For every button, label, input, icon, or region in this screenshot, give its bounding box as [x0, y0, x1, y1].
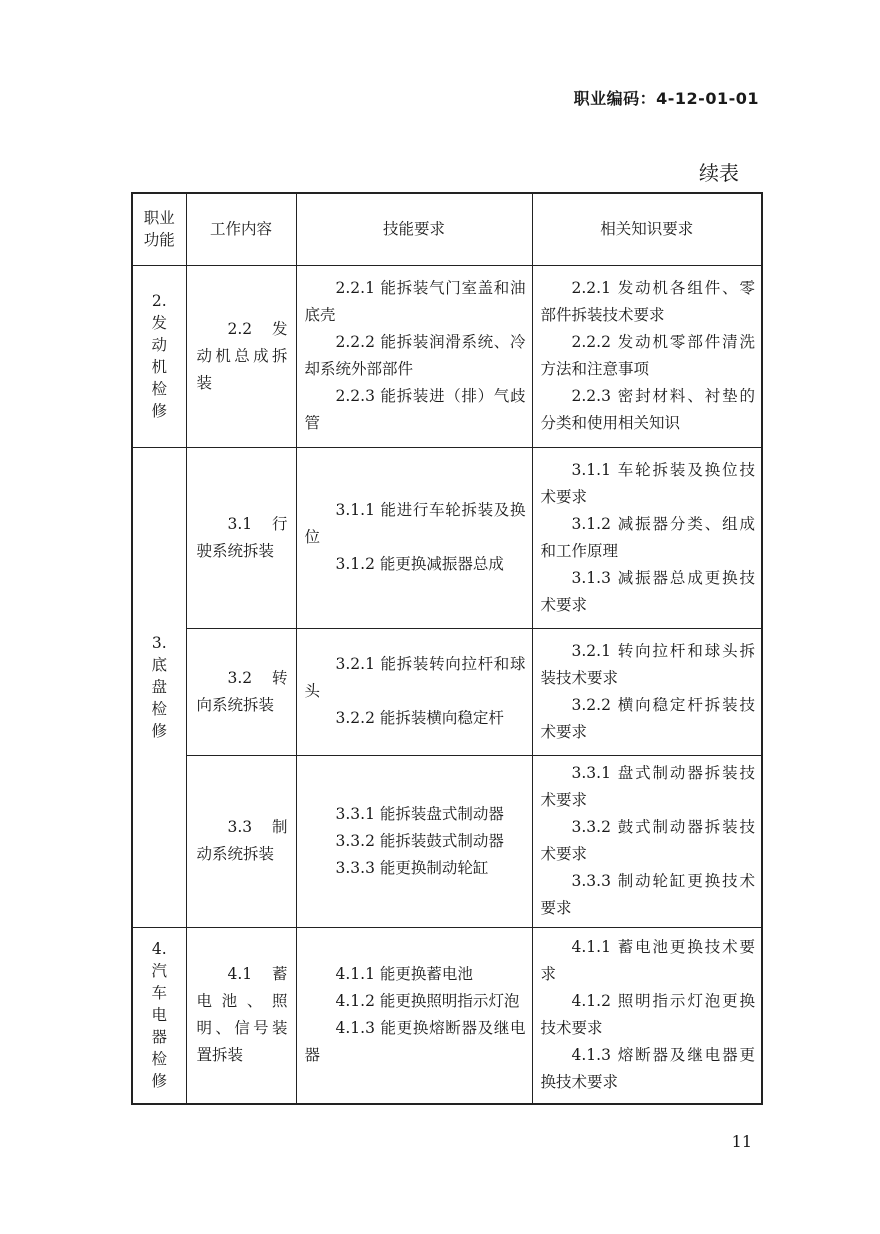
requirement-item: 3.3.1 能拆装盘式制动器: [335, 804, 504, 823]
func-char: 盘: [151, 678, 167, 696]
func-char: 4.: [151, 940, 167, 959]
header-knowledge: 相关知识要求: [532, 193, 762, 265]
func-char: 3.: [151, 634, 167, 652]
func-char: 器: [151, 1028, 167, 1047]
requirement-item: 3.3.2 能拆装鼓式制动器: [335, 831, 504, 850]
func-char: 发: [151, 314, 167, 332]
work-cell: 4.1 蓄电池、照明、信号装置拆装: [186, 927, 296, 1104]
requirement-item: 3.1.2 能更换减振器总成: [335, 555, 504, 573]
func-char: 修: [151, 722, 167, 740]
requirement-item: 4.1.3 熔断器及继电器更换技术要求: [540, 1046, 755, 1092]
requirement-item: 2.2.2 发动机零部件清洗方法和注意事项: [540, 333, 755, 378]
skill-cell: [296, 927, 532, 1104]
requirement-item: 2.2.3 密封材料、衬垫的分类和使用相关知识: [540, 387, 755, 432]
func-char: 检: [151, 380, 167, 398]
occupation-code: 职业编码：4-12-01-01: [573, 89, 759, 108]
func-char: 汽: [151, 962, 167, 981]
func-char: 车: [151, 984, 167, 1003]
requirements-table: [131, 192, 763, 1105]
requirement-item: 3.3.1 盘式制动器拆装技术要求: [540, 764, 755, 809]
func-char: 电: [151, 1006, 167, 1025]
table-header-row: [132, 193, 762, 265]
work-cell: 3.1 行驶系统拆装: [186, 447, 296, 628]
table-row: [132, 447, 762, 628]
func-char: 2.: [151, 292, 167, 310]
skill-cell: [296, 628, 532, 755]
requirement-item: 4.1.1 能更换蓄电池: [335, 965, 473, 984]
requirement-item: 4.1.1 蓄电池更换技术要求: [540, 938, 755, 984]
func-cell-electrical: [132, 927, 186, 1104]
knowledge-cell: [532, 628, 762, 755]
requirement-item: 3.1.3 减振器总成更换技术要求: [540, 568, 755, 614]
table-row: [132, 628, 762, 755]
knowledge-cell: [532, 927, 762, 1104]
table-row: [132, 265, 762, 447]
header-skill: 技能要求: [296, 193, 532, 265]
header-func: [132, 193, 186, 265]
requirement-item: 3.1.1 能进行车轮拆装及换位: [304, 501, 526, 546]
func-char: 功能: [143, 231, 175, 250]
func-char: 检: [151, 1050, 167, 1069]
table-row: [132, 927, 762, 1104]
skill-cell: [296, 447, 532, 628]
work-cell: 3.2 转向系统拆装: [186, 628, 296, 755]
requirement-item: 3.3.3 能更换制动轮缸: [335, 858, 489, 877]
continued-label: 续表: [699, 161, 739, 185]
requirement-item: 2.2.1 能拆装气门室盖和油底壳: [304, 279, 526, 324]
func-char: 修: [151, 1072, 167, 1091]
requirement-item: 2.2.2 能拆装润滑系统、冷却系统外部部件: [304, 333, 526, 378]
func-char: 检: [151, 700, 167, 718]
page-number: 11: [731, 1132, 752, 1151]
requirement-item: 3.2.1 能拆装转向拉杆和球头: [304, 655, 526, 700]
requirement-item: 4.1.3 能更换熔断器及继电器: [304, 1019, 526, 1065]
knowledge-cell: [532, 447, 762, 628]
work-cell: 3.3 制动系统拆装: [186, 755, 296, 927]
func-char: 职业: [143, 209, 175, 228]
requirement-item: 3.2.1 转向拉杆和球头拆装技术要求: [540, 641, 755, 687]
requirement-item: 2.2.1 发动机各组件、零部件拆装技术要求: [540, 279, 755, 324]
func-char: 修: [151, 402, 167, 420]
requirement-item: 2.2.3 能拆装进（排）气歧管: [304, 387, 526, 432]
requirement-item: 3.2.2 能拆装横向稳定杆: [335, 709, 504, 727]
func-cell-engine: [132, 265, 186, 447]
func-cell-chassis: [132, 447, 186, 927]
func-char: 底: [151, 656, 167, 674]
skill-cell: [296, 265, 532, 447]
work-cell: 2.2 发动机总成拆装: [186, 265, 296, 447]
func-char: 机: [151, 358, 167, 376]
knowledge-cell: [532, 755, 762, 927]
table-row: [132, 755, 762, 927]
func-char: 动: [151, 336, 167, 354]
requirement-item: 3.1.2 减振器分类、组成和工作原理: [540, 514, 755, 560]
header-work: 工作内容: [186, 193, 296, 265]
knowledge-cell: [532, 265, 762, 447]
requirement-item: 3.2.2 横向稳定杆拆装技术要求: [540, 695, 755, 741]
requirement-item: 3.3.2 鼓式制动器拆装技术要求: [540, 818, 755, 863]
skill-cell: [296, 755, 532, 927]
requirement-item: 3.3.3 制动轮缸更换技术要求: [540, 872, 755, 917]
requirement-item: 4.1.2 照明指示灯泡更换技术要求: [540, 992, 755, 1038]
requirement-item: 4.1.2 能更换照明指示灯泡: [335, 992, 520, 1011]
requirement-item: 3.1.1 车轮拆装及换位技术要求: [540, 460, 755, 506]
